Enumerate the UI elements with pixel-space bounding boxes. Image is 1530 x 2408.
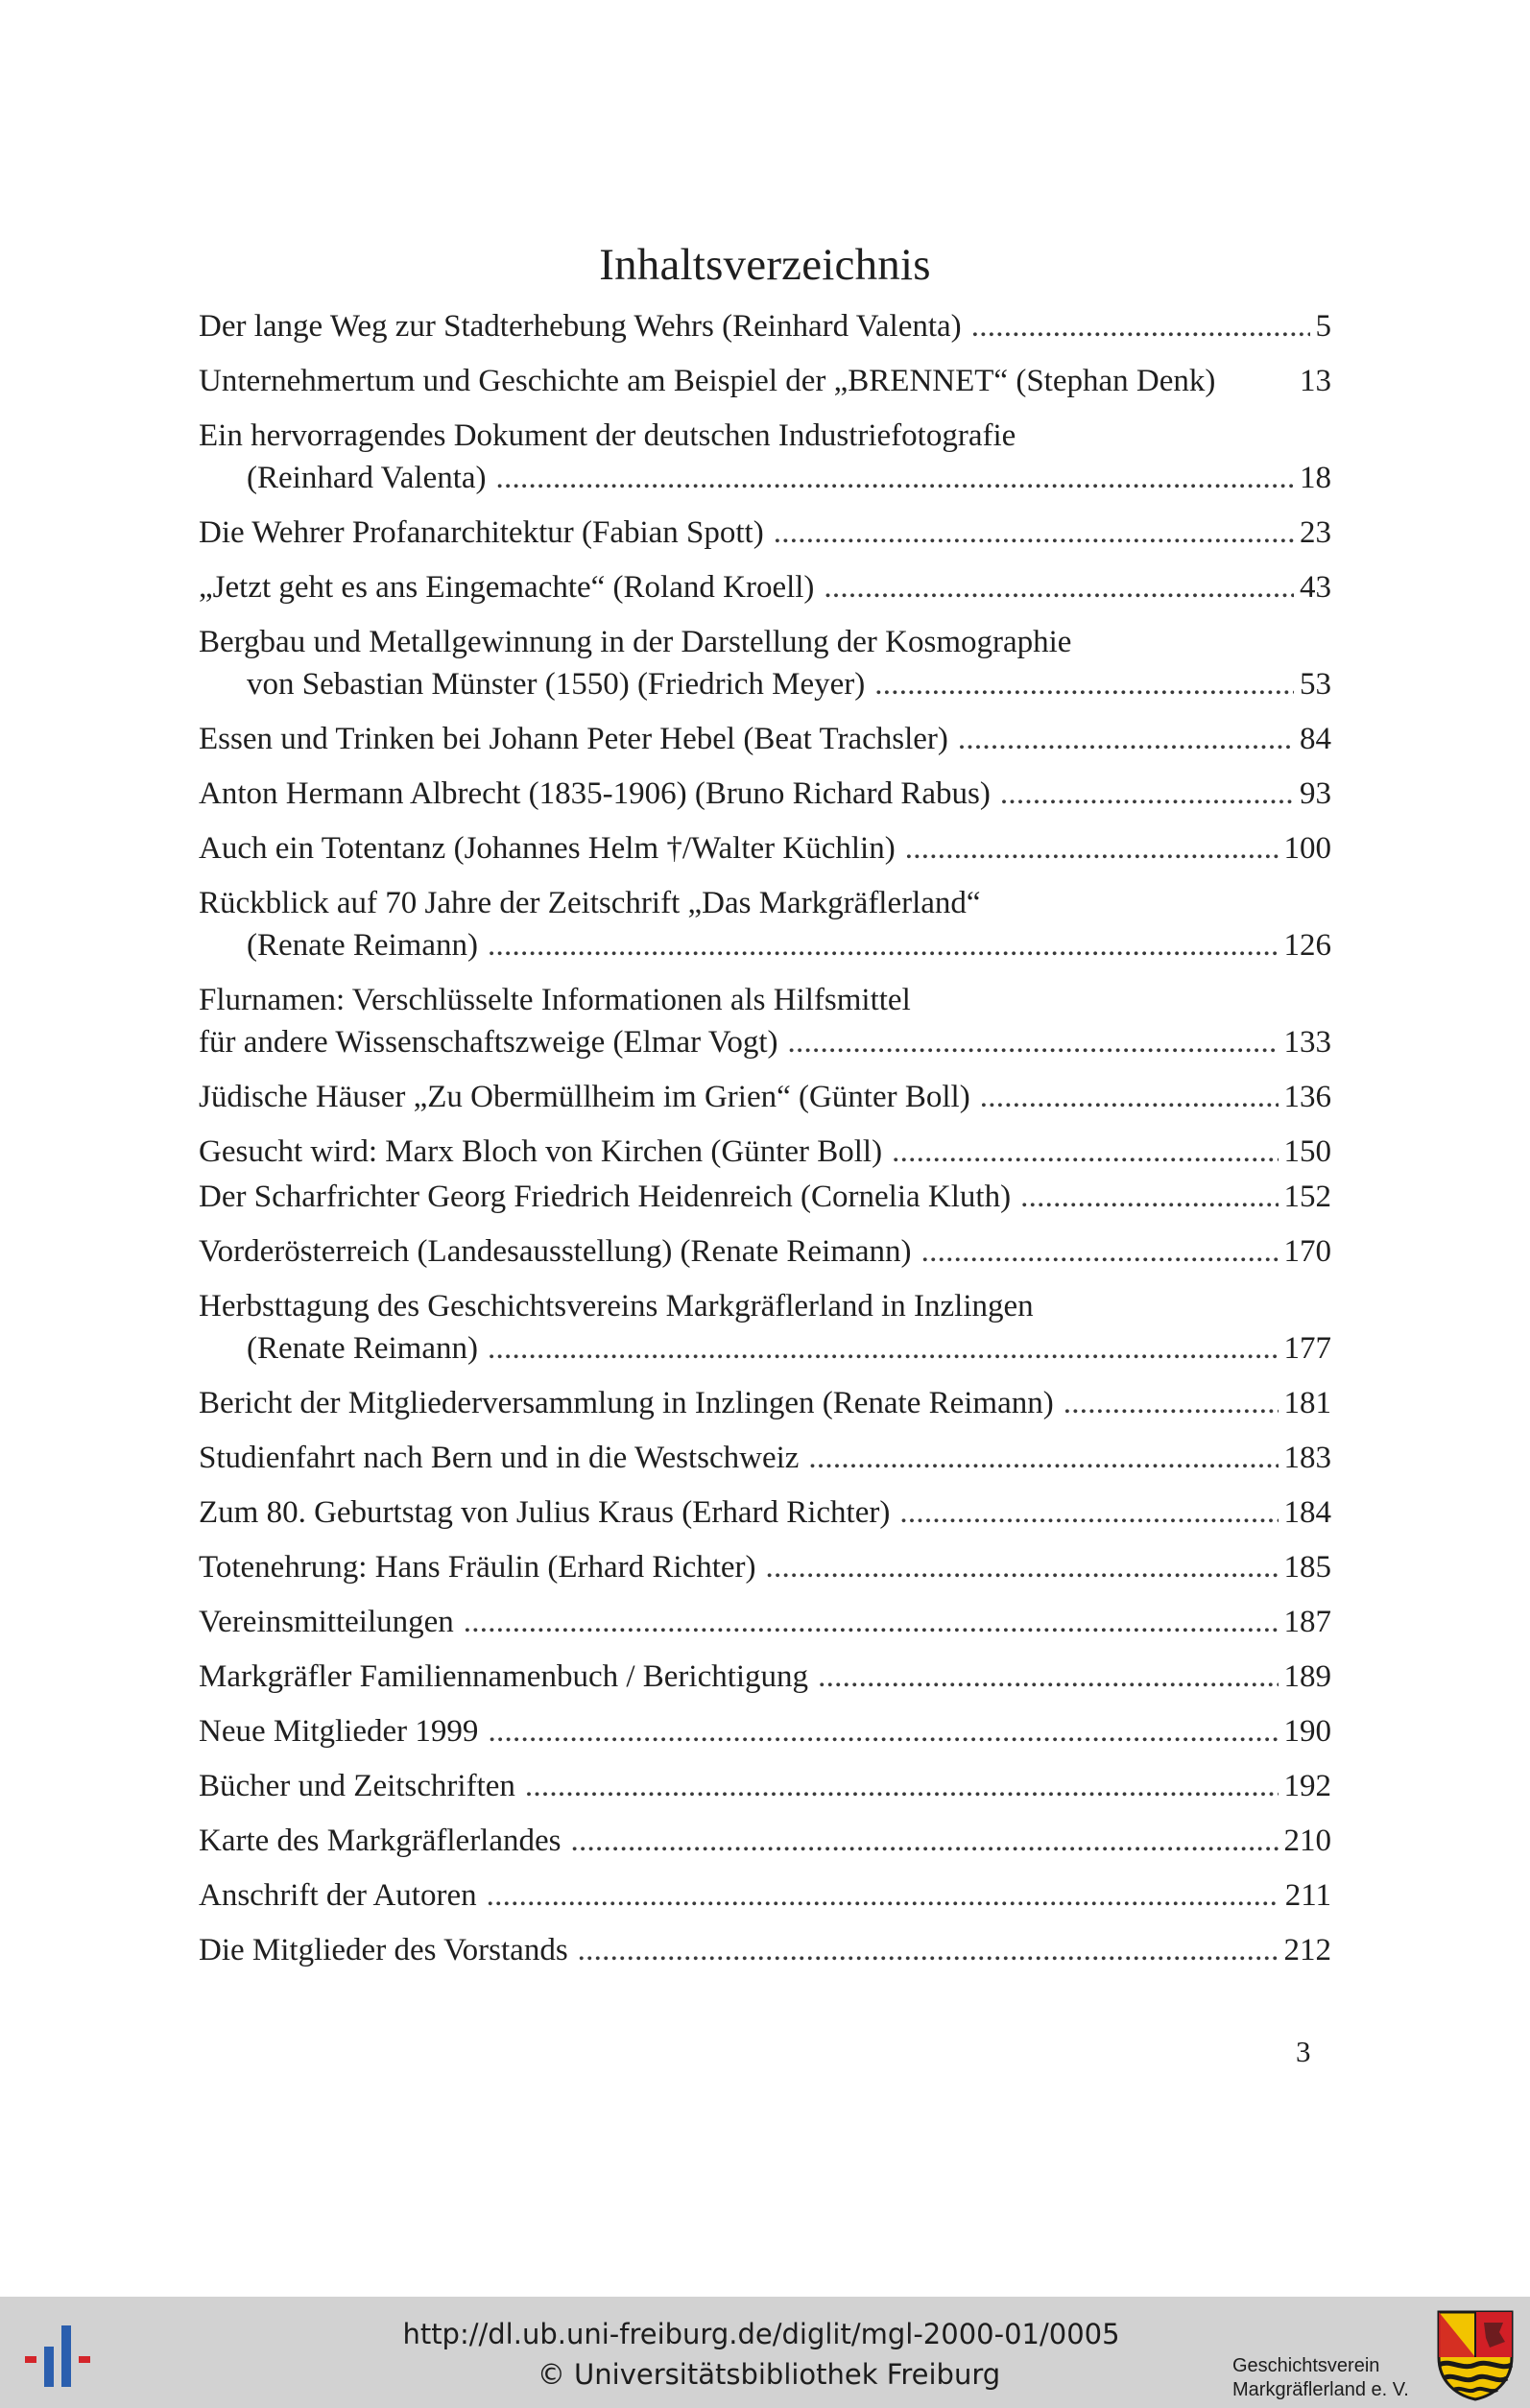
toc-entry-title: Herbsttagung des Geschichtsvereins Markgräflerland in Inzlingen xyxy=(199,1289,1034,1323)
toc-page-number: 126 xyxy=(1283,928,1331,963)
page-title: Inhaltsverzeichnis xyxy=(599,240,931,291)
toc-leader-dots xyxy=(578,1929,1279,1971)
toc-leader-dots xyxy=(818,1656,1278,1698)
toc-leader-dots xyxy=(1020,1176,1278,1218)
toc-entry-line xyxy=(199,457,1331,499)
toc-page-number: 93 xyxy=(1300,776,1331,811)
society-name xyxy=(1232,2354,1409,2402)
toc-leader-dots xyxy=(487,1874,1279,1917)
copyright-text: © Universitätsbibliothek Freiburg xyxy=(537,2358,1001,2391)
toc-entry-line xyxy=(199,1285,1331,1327)
toc-entry xyxy=(199,979,1331,1063)
toc-entry-title: Studienfahrt nach Bern und in die Westschweiz xyxy=(199,1441,800,1475)
toc-entry-line xyxy=(199,1491,1331,1534)
toc-entry-title: Anton Hermann Albrecht (1835-1906) (Bruno Richard Rabus) xyxy=(199,776,991,811)
toc-leader-dots xyxy=(874,663,1294,705)
toc-page-number: 184 xyxy=(1283,1495,1331,1530)
toc-entry-line xyxy=(199,1021,1331,1063)
toc-entry-line xyxy=(199,1710,1331,1752)
toc-entry xyxy=(199,773,1331,815)
toc-entry-line xyxy=(199,1131,1331,1173)
toc-page-number: 187 xyxy=(1283,1605,1331,1639)
toc-entry xyxy=(199,621,1331,705)
toc-leader-dots xyxy=(958,718,1294,760)
toc-leader-dots xyxy=(787,1021,1278,1063)
toc-page-number: 136 xyxy=(1283,1080,1331,1114)
toc-page-number: 181 xyxy=(1283,1386,1331,1420)
toc-entry xyxy=(199,1874,1331,1917)
toc-entry-line xyxy=(199,1820,1331,1862)
toc-entry-title: Zum 80. Geburtstag von Julius Kraus (Erhard Richter) xyxy=(199,1495,891,1530)
toc-page-number: 23 xyxy=(1300,515,1331,550)
toc-entry-title: Rückblick auf 70 Jahre der Zeitschrift „Das Markgräflerland“ xyxy=(199,886,981,920)
toc-entry xyxy=(199,1382,1331,1424)
toc-page-number: 133 xyxy=(1283,1025,1331,1060)
toc-page-number: 43 xyxy=(1300,570,1331,605)
toc-entry-line xyxy=(199,924,1331,966)
toc-entry-line xyxy=(199,1656,1331,1698)
toc-entry-line xyxy=(199,566,1331,608)
toc-page-number: 177 xyxy=(1283,1331,1331,1366)
toc-entry-line xyxy=(199,718,1331,760)
footer-bar xyxy=(0,2297,1530,2408)
page-number: 3 xyxy=(1296,2035,1311,2068)
toc-page-number: 192 xyxy=(1283,1769,1331,1803)
society-name-line1: Geschichtsverein xyxy=(1232,2355,1380,2376)
toc-leader-dots xyxy=(808,1437,1278,1479)
toc-entry xyxy=(199,718,1331,760)
toc-entry-title: Ein hervorragendes Dokument der deutschen Industriefotografie xyxy=(199,418,1016,453)
toc-page-number: 150 xyxy=(1283,1134,1331,1169)
toc-entry-title: Essen und Trinken bei Johann Peter Hebel (Beat Trachsler) xyxy=(199,722,948,756)
toc-leader-dots xyxy=(766,1546,1279,1588)
toc-entry-title: Jüdische Häuser „Zu Obermüllheim im Grien“ (Günter Boll) xyxy=(199,1080,970,1114)
toc-entry-line xyxy=(199,360,1331,402)
toc-entry xyxy=(199,1765,1331,1807)
toc-entry-line xyxy=(199,1929,1331,1971)
toc-page-number: 183 xyxy=(1283,1441,1331,1475)
toc-entry-title: von Sebastian Münster (1550) (Friedrich Meyer) xyxy=(247,667,866,702)
toc-leader-dots xyxy=(464,1601,1279,1643)
toc-page-number: 211 xyxy=(1284,1878,1331,1913)
toc-entry-line xyxy=(199,1230,1331,1273)
toc-entry xyxy=(199,512,1331,554)
toc-entry-title: Bergbau und Metallgewinnung in der Darstellung der Kosmographie xyxy=(199,625,1072,659)
toc-page-number: 100 xyxy=(1283,831,1331,866)
toc-entry-line xyxy=(199,512,1331,554)
toc-entry-line xyxy=(199,621,1331,663)
toc-leader-dots xyxy=(1000,773,1294,815)
toc-entry-line xyxy=(199,1765,1331,1807)
toc-entry-title: Bericht der Mitgliederversammlung in Inzlingen (Renate Reimann) xyxy=(199,1386,1054,1420)
toc-entry-title: Markgräfler Familiennamenbuch / Berichtigung xyxy=(199,1659,809,1694)
toc-page-number: 152 xyxy=(1283,1180,1331,1214)
toc-entry xyxy=(199,1491,1331,1534)
table-of-contents xyxy=(199,305,1331,1984)
toc-entry-title: Der lange Weg zur Stadterhebung Wehrs (Reinhard Valenta) xyxy=(199,309,962,344)
toc-leader-dots xyxy=(774,512,1294,554)
toc-entry xyxy=(199,882,1331,966)
toc-entry xyxy=(199,1929,1331,1971)
toc-entry xyxy=(199,1820,1331,1862)
toc-leader-dots xyxy=(980,1076,1279,1118)
toc-page-number: 18 xyxy=(1300,461,1331,495)
toc-entry xyxy=(199,305,1331,347)
document-url-link[interactable]: http://dl.ub.uni-freiburg.de/diglit/mgl-2000-01/0005 xyxy=(402,2318,1120,2350)
toc-page-number: 13 xyxy=(1300,364,1331,398)
toc-leader-dots xyxy=(905,827,1279,870)
toc-entry-line xyxy=(199,1546,1331,1588)
toc-entry-line xyxy=(199,1601,1331,1643)
toc-entry xyxy=(199,1656,1331,1698)
toc-leader-dots xyxy=(824,566,1294,608)
toc-entry-line xyxy=(199,979,1331,1021)
toc-entry xyxy=(199,1601,1331,1643)
toc-page-number: 212 xyxy=(1283,1933,1331,1967)
toc-entry-title: Karte des Markgräflerlandes xyxy=(199,1824,562,1858)
toc-page-number: 210 xyxy=(1283,1824,1331,1858)
toc-entry xyxy=(199,1546,1331,1588)
toc-entry-line xyxy=(199,1327,1331,1370)
toc-page-number: 84 xyxy=(1300,722,1331,756)
toc-entry-line xyxy=(199,1874,1331,1917)
toc-leader-dots xyxy=(1064,1382,1279,1424)
toc-page-number: 5 xyxy=(1315,309,1331,344)
toc-leader-dots xyxy=(921,1230,1279,1273)
toc-entry xyxy=(199,1437,1331,1479)
toc-entry-title: Anschrift der Autoren xyxy=(199,1878,477,1913)
toc-leader-dots xyxy=(488,1710,1278,1752)
toc-page-number: 53 xyxy=(1300,667,1331,702)
toc-leader-dots xyxy=(571,1820,1279,1862)
toc-entry-line xyxy=(199,827,1331,870)
toc-leader-dots xyxy=(488,924,1279,966)
toc-entry-line xyxy=(199,305,1331,347)
toc-entry-title: Der Scharfrichter Georg Friedrich Heidenreich (Cornelia Kluth) xyxy=(199,1180,1012,1214)
toc-entry xyxy=(199,1131,1331,1173)
toc-entry xyxy=(199,1230,1331,1273)
toc-entry-title: Die Mitglieder des Vorstands xyxy=(199,1933,568,1967)
toc-entry-line xyxy=(199,773,1331,815)
toc-entry-title: Neue Mitglieder 1999 xyxy=(199,1714,479,1749)
toc-entry-title: Vereinsmitteilungen xyxy=(199,1605,454,1639)
toc-page-number: 170 xyxy=(1283,1234,1331,1269)
toc-entry-title: Gesucht wird: Marx Bloch von Kirchen (Günter Boll) xyxy=(199,1134,883,1169)
toc-page-number: 190 xyxy=(1283,1714,1331,1749)
coat-of-arms-icon[interactable] xyxy=(1436,2309,1515,2401)
toc-entry-line xyxy=(199,882,1331,924)
toc-entry-line xyxy=(199,1382,1331,1424)
toc-entry-title: Unternehmertum und Geschichte am Beispiel der „BRENNET“ (Stephan Denk) xyxy=(199,364,1216,398)
toc-entry xyxy=(199,1710,1331,1752)
society-name-line2: Markgräflerland e. V. xyxy=(1232,2379,1409,2400)
toc-entry-line xyxy=(199,1176,1331,1218)
toc-entry-title: Vorderösterreich (Landesausstellung) (Renate Reimann) xyxy=(199,1234,912,1269)
toc-entry-title: (Renate Reimann) xyxy=(247,928,478,963)
toc-entry-line xyxy=(199,415,1331,457)
toc-entry-title: Totenehrung: Hans Fräulin (Erhard Richter) xyxy=(199,1550,756,1585)
toc-leader-dots xyxy=(892,1131,1278,1173)
toc-entry-line xyxy=(199,663,1331,705)
toc-entry xyxy=(199,1176,1331,1218)
toc-entry xyxy=(199,1285,1331,1370)
toc-entry-title: Die Wehrer Profanarchitektur (Fabian Spott) xyxy=(199,515,764,550)
toc-entry xyxy=(199,415,1331,499)
toc-entry-line xyxy=(199,1076,1331,1118)
toc-entry-title: Flurnamen: Verschlüsselte Informationen als Hilfsmittel xyxy=(199,983,911,1017)
toc-page-number: 189 xyxy=(1283,1659,1331,1694)
toc-entry-title: (Renate Reimann) xyxy=(247,1331,478,1366)
toc-leader-dots xyxy=(488,1327,1279,1370)
toc-entry-title: (Reinhard Valenta) xyxy=(247,461,487,495)
toc-entry-title: Auch ein Totentanz (Johannes Helm †/Walter Küchlin) xyxy=(199,831,896,866)
toc-entry-title: „Jetzt geht es ans Eingemachte“ (Roland Kroell) xyxy=(199,570,815,605)
toc-entry xyxy=(199,827,1331,870)
toc-entry-title: für andere Wissenschaftszweige (Elmar Vogt) xyxy=(199,1025,778,1060)
toc-entry xyxy=(199,566,1331,608)
toc-leader-dots xyxy=(525,1765,1279,1807)
toc-entry-line xyxy=(199,1437,1331,1479)
toc-entry xyxy=(199,360,1331,402)
toc-leader-dots xyxy=(496,457,1294,499)
toc-leader-dots xyxy=(899,1491,1278,1534)
toc-entry xyxy=(199,1076,1331,1118)
toc-entry-title: Bücher und Zeitschriften xyxy=(199,1769,515,1803)
toc-leader-dots xyxy=(971,305,1310,347)
toc-page-number: 185 xyxy=(1283,1550,1331,1585)
